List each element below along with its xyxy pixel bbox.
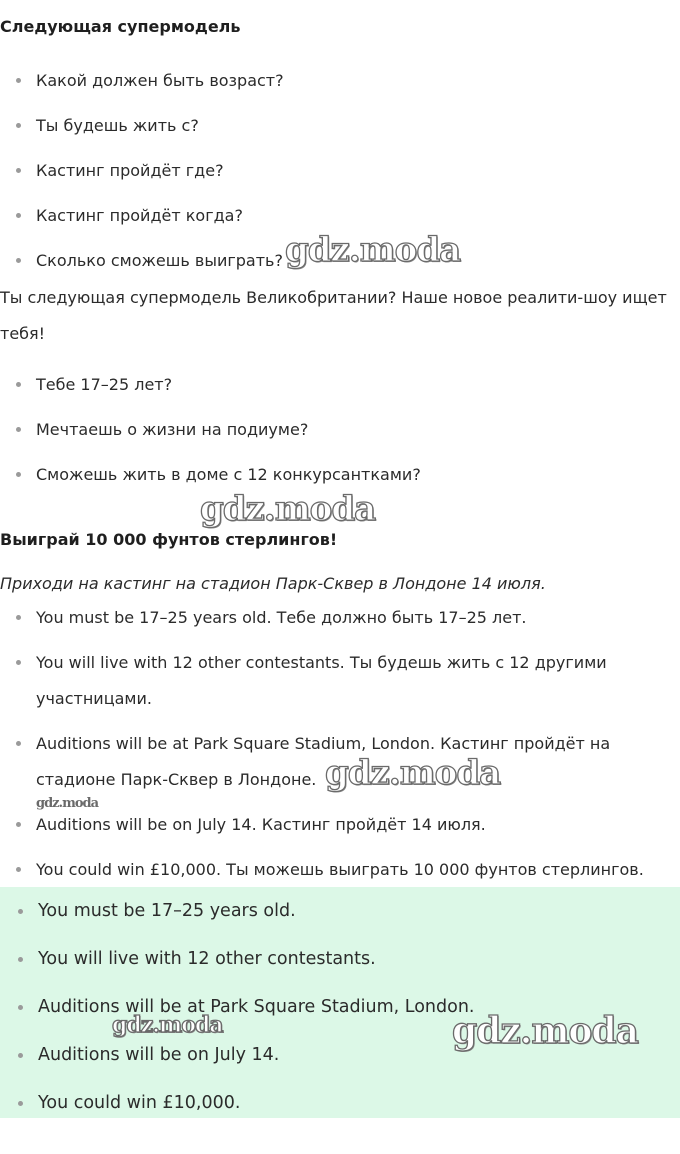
translation-text: You could win £10,000. Ты можешь выиграть 10 000 фунтов стерлингов. xyxy=(36,860,644,879)
ad-item-text: Тебе 17–25 лет? xyxy=(36,375,173,394)
translation-text: You must be 17–25 years old. Тебе должно быть 17–25 лет. xyxy=(36,608,527,627)
ad-item-text: Сможешь жить в доме с 12 конкурсантками? xyxy=(36,465,421,484)
watermark-logo: gdz.moda xyxy=(452,1010,638,1052)
bullet-icon xyxy=(16,615,21,620)
list-item xyxy=(0,935,680,983)
list-item xyxy=(0,412,680,457)
bullet-icon xyxy=(16,472,21,477)
bullet-icon xyxy=(16,867,21,872)
answer-text: You must be 17–25 years old. xyxy=(38,901,296,921)
list-item xyxy=(0,600,680,645)
bullet-icon xyxy=(16,382,21,387)
answer-text: You will live with 12 other contestants. xyxy=(38,949,376,969)
answer-box xyxy=(0,887,680,1118)
ad-list xyxy=(0,367,680,502)
bullet-icon xyxy=(18,1005,23,1010)
watermark-logo: gdz.moda xyxy=(325,753,501,793)
answer-text: Auditions will be on July 14. xyxy=(38,1045,280,1065)
list-item xyxy=(0,63,680,108)
list-item xyxy=(0,153,680,198)
translation-text: Auditions will be on July 14. Кастинг пройдёт 14 июля. xyxy=(36,815,486,834)
answer-text: Auditions will be at Park Square Stadium, London. xyxy=(38,997,475,1017)
list-item xyxy=(0,852,680,888)
translation-text: Auditions will be at Park Square Stadium, London. Кастинг пройдёт на стадионе Парк-Сквер в Лондоне. xyxy=(36,734,611,789)
bullet-icon xyxy=(18,1053,23,1058)
list-item xyxy=(0,887,680,935)
list-item xyxy=(0,367,680,412)
bullet-icon xyxy=(18,1101,23,1106)
casting-line: Приходи на кастинг на стадион Парк-Сквер в Лондоне 14 июля. xyxy=(0,574,546,593)
list-item xyxy=(0,108,680,153)
translation-text: You will live with 12 other contestants. Ты будешь жить с 12 другими участницами. xyxy=(36,653,607,708)
bullet-icon xyxy=(16,741,21,746)
bullet-icon xyxy=(16,660,21,665)
answer-text: You could win £10,000. xyxy=(38,1093,241,1113)
question-text: Ты будешь жить с? xyxy=(36,116,199,135)
list-item xyxy=(0,1079,680,1127)
watermark-logo: gdz.moda xyxy=(36,796,99,811)
watermark-logo: gdz.moda xyxy=(200,489,376,529)
bullet-icon xyxy=(16,168,21,173)
watermark-logo: gdz.moda xyxy=(285,230,461,270)
bullet-icon xyxy=(18,909,23,914)
question-text: Какой должен быть возраст? xyxy=(36,71,284,90)
title-win-prize: Выиграй 10 000 фунтов стерлингов! xyxy=(0,530,338,549)
bullet-icon xyxy=(18,957,23,962)
answers-list xyxy=(0,887,680,1127)
bullet-icon xyxy=(16,123,21,128)
question-text: Кастинг пройдёт где? xyxy=(36,161,224,180)
bullet-icon xyxy=(16,78,21,83)
list-item xyxy=(0,807,680,852)
bullet-icon xyxy=(16,258,21,263)
bullet-icon xyxy=(16,427,21,432)
ad-item-text: Мечтаешь о жизни на подиуме? xyxy=(36,420,309,439)
watermark-logo: gdz.moda xyxy=(112,1012,223,1038)
intro-paragraph: Ты следующая супермодель Великобритании? Наше новое реалити-шоу ищет тебя! xyxy=(0,288,667,343)
list-item xyxy=(0,645,680,726)
title-next-supermodel: Следующая супермодель xyxy=(0,17,241,36)
bullet-icon xyxy=(16,822,21,827)
translations-list xyxy=(0,600,680,888)
question-text: Сколько сможешь выиграть? xyxy=(36,251,283,270)
question-text: Кастинг пройдёт когда? xyxy=(36,206,243,225)
bullet-icon xyxy=(16,213,21,218)
